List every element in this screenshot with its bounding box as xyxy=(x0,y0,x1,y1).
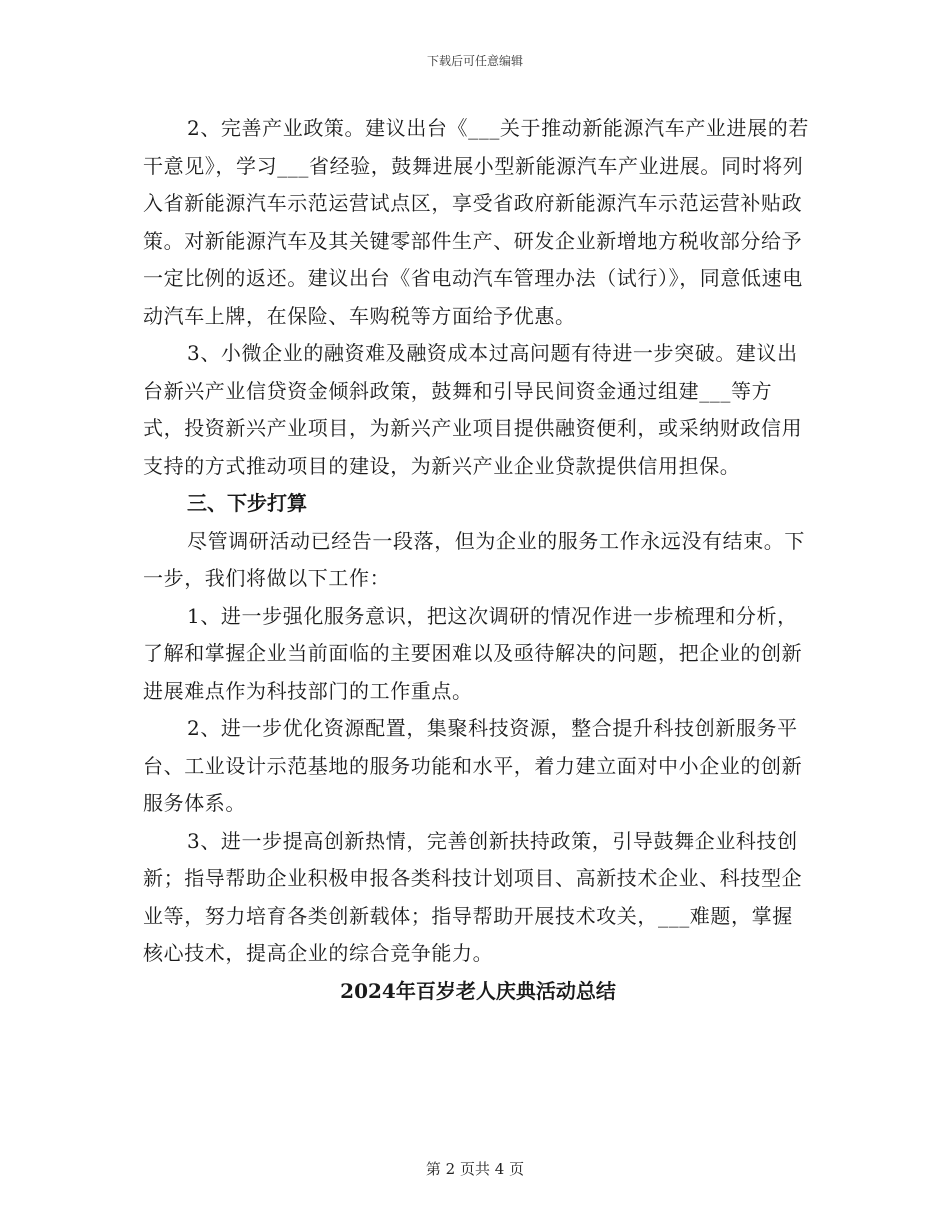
page-footer: 第 2 页共 4 页 xyxy=(425,1160,525,1178)
document-body xyxy=(143,110,813,1010)
paragraph-next-steps-intro: 尽管调研活动已经告一段落，但为企业的服务工作永远没有结束。下一步，我们将做以下工作： xyxy=(143,528,805,590)
paragraph-industry-policy: 2、完善产业政策。建议出台《___关于推动新能源汽车产业进展的若干意见》，学习___省经验，鼓舞进展小型新能源汽车产业进展。同时将列入省新能源汽车示范运营试点区，享受省政府新能源汽车示范运营补贴政策。对新能源汽车及其关键零部件生产、研发企业新增地方税收部分给予一定比例的返还。建议出台《省电动汽车管理办法（试行）》，同意低速电动汽车上牌，在保险、车购税等方面给予优惠。 xyxy=(143,116,809,328)
paragraph-service-awareness: 1、进一步强化服务意识，把这次调研的情况作进一步梳理和分析，了解和掌握企业当前面临的主要困难以及亟待解决的问题，把企业的创新进展难点作为科技部门的工作重点。 xyxy=(143,603,803,703)
next-document-title: 2024年百岁老人庆典活动总结 xyxy=(340,978,616,1003)
paragraph-financing: 3、小微企业的融资难及融资成本过高问题有待进一步突破。建议出台新兴产业信贷资金倾斜政策，鼓舞和引导民间资金通过组建___等方式，投资新兴产业项目，为新兴产业项目提供融资便利，或采纳财政信用支持的方式推动项目的建设，为新兴产业企业贷款提供信用担保。 xyxy=(143,341,803,478)
section-heading: 三、下步打算 xyxy=(187,491,307,515)
header-note: 下载后可任意编辑 xyxy=(426,54,523,68)
paragraph-innovation: 3、进一步提高创新热情，完善创新扶持政策，引导鼓舞企业科技创新；指导帮助企业积极申报各类科技计划项目、高新技术企业、科技型企业等，努力培育各类创新载体；指导帮助开展技术攻关，___难题，掌握核心技术，提高企业的综合竞争能力。 xyxy=(143,828,803,965)
paragraph-resource-allocation: 2、进一步优化资源配置，集聚科技资源，整合提升科技创新服务平台、工业设计示范基地的服务功能和水平，着力建立面对中小企业的创新服务体系。 xyxy=(143,716,803,815)
